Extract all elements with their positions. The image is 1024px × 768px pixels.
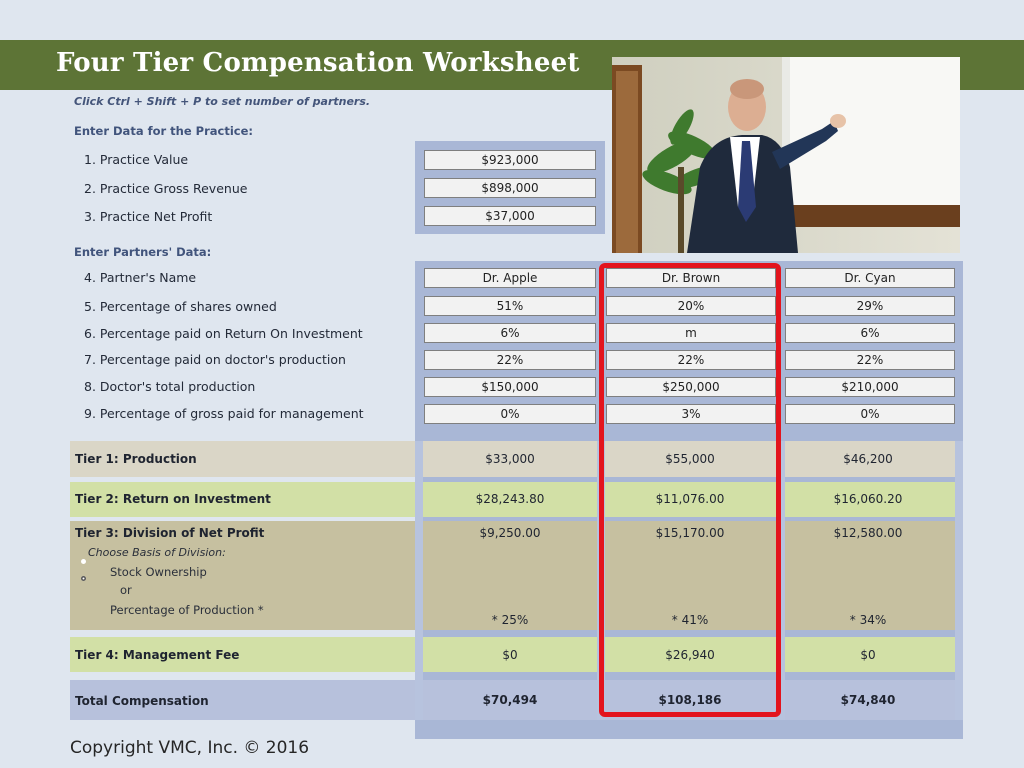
- partner-name-brown[interactable]: Dr. Brown: [606, 268, 776, 288]
- practice-net-profit-label: 3. Practice Net Profit: [84, 209, 213, 224]
- shares-apple[interactable]: 51%: [424, 296, 596, 316]
- tier2-cyan: $16,060.20: [833, 492, 903, 506]
- practice-net-profit-field[interactable]: $37,000: [424, 206, 596, 226]
- total-brown: $108,186: [658, 693, 722, 707]
- practice-value-field[interactable]: $923,000: [424, 150, 596, 170]
- practice-gross-revenue-field[interactable]: $898,000: [424, 178, 596, 198]
- tier4-cyan: $0: [860, 648, 876, 662]
- production-apple[interactable]: $150,000: [424, 377, 596, 397]
- practice-value-label: 1. Practice Value: [84, 152, 189, 167]
- roi-apple[interactable]: 6%: [424, 323, 596, 343]
- tier1-cyan: $46,200: [843, 452, 893, 466]
- presenter-video: [612, 57, 960, 253]
- shares-cyan[interactable]: 29%: [785, 296, 955, 316]
- partner-name-cyan[interactable]: Dr. Cyan: [785, 268, 955, 288]
- total-production-label: 8. Doctor's total production: [84, 379, 256, 394]
- percentage-production-radio[interactable]: [81, 576, 86, 581]
- mgmt-pct-cyan[interactable]: 0%: [785, 404, 955, 424]
- tier1-apple: $33,000: [485, 452, 535, 466]
- tier3-pct-apple: * 25%: [491, 613, 529, 627]
- tier2-label: Tier 2: Return on Investment: [75, 492, 271, 506]
- practice-gross-revenue-label: 2. Practice Gross Revenue: [84, 181, 248, 196]
- tier3-cyan: $12,580.00: [833, 526, 903, 540]
- shares-brown[interactable]: 20%: [606, 296, 776, 316]
- management-percentage-label: 9. Percentage of gross paid for management: [84, 406, 364, 421]
- roi-brown[interactable]: m: [606, 323, 776, 343]
- shares-owned-label: 5. Percentage of shares owned: [84, 299, 277, 314]
- tier4-label: Tier 4: Management Fee: [75, 648, 240, 662]
- tier3-apple: $9,250.00: [479, 526, 541, 540]
- tier4-apple: $0: [502, 648, 518, 662]
- tier3-pct-cyan: * 34%: [849, 613, 887, 627]
- production-percentage-label: 7. Percentage paid on doctor's production: [84, 352, 346, 367]
- or-text: or: [120, 583, 132, 597]
- mgmt-pct-brown[interactable]: 3%: [606, 404, 776, 424]
- total-cyan: $74,840: [840, 693, 896, 707]
- copyright-text: Copyright VMC, Inc. © 2016: [70, 738, 310, 758]
- partners-section-header: Enter Partners' Data:: [74, 245, 212, 259]
- highlight-box: [599, 263, 781, 717]
- page-title: Four Tier Compensation Worksheet: [56, 48, 580, 78]
- tier3-label: Tier 3: Division of Net Profit: [75, 526, 265, 540]
- shortcut-hint: Click Ctrl + Shift + P to set number of partners.: [74, 95, 371, 108]
- production-brown[interactable]: $250,000: [606, 377, 776, 397]
- tier1-brown: $55,000: [665, 452, 715, 466]
- total-apple: $70,494: [482, 693, 538, 707]
- prod-pct-cyan[interactable]: 22%: [785, 350, 955, 370]
- prod-pct-brown[interactable]: 22%: [606, 350, 776, 370]
- column-divider: [415, 441, 423, 720]
- percentage-production-option[interactable]: Percentage of Production *: [110, 603, 264, 617]
- prod-pct-apple[interactable]: 22%: [424, 350, 596, 370]
- total-label: Total Compensation: [75, 694, 209, 708]
- stock-ownership-radio[interactable]: [81, 559, 86, 564]
- tier4-brown: $26,940: [665, 648, 715, 662]
- tier2-brown: $11,076.00: [655, 492, 725, 506]
- tier1-label: Tier 1: Production: [75, 452, 197, 466]
- roi-percentage-label: 6. Percentage paid on Return On Investment: [84, 326, 363, 341]
- production-cyan[interactable]: $210,000: [785, 377, 955, 397]
- tier3-brown: $15,170.00: [655, 526, 725, 540]
- roi-cyan[interactable]: 6%: [785, 323, 955, 343]
- tier2-apple: $28,243.80: [475, 492, 545, 506]
- practice-section-header: Enter Data for the Practice:: [74, 124, 253, 138]
- stock-ownership-option[interactable]: Stock Ownership: [110, 565, 207, 579]
- partner-name-label: 4. Partner's Name: [84, 270, 197, 285]
- tier3-pct-brown: * 41%: [671, 613, 709, 627]
- column-divider: [955, 441, 963, 720]
- mgmt-pct-apple[interactable]: 0%: [424, 404, 596, 424]
- partner-name-apple[interactable]: Dr. Apple: [424, 268, 596, 288]
- choose-basis-label: Choose Basis of Division:: [88, 546, 226, 559]
